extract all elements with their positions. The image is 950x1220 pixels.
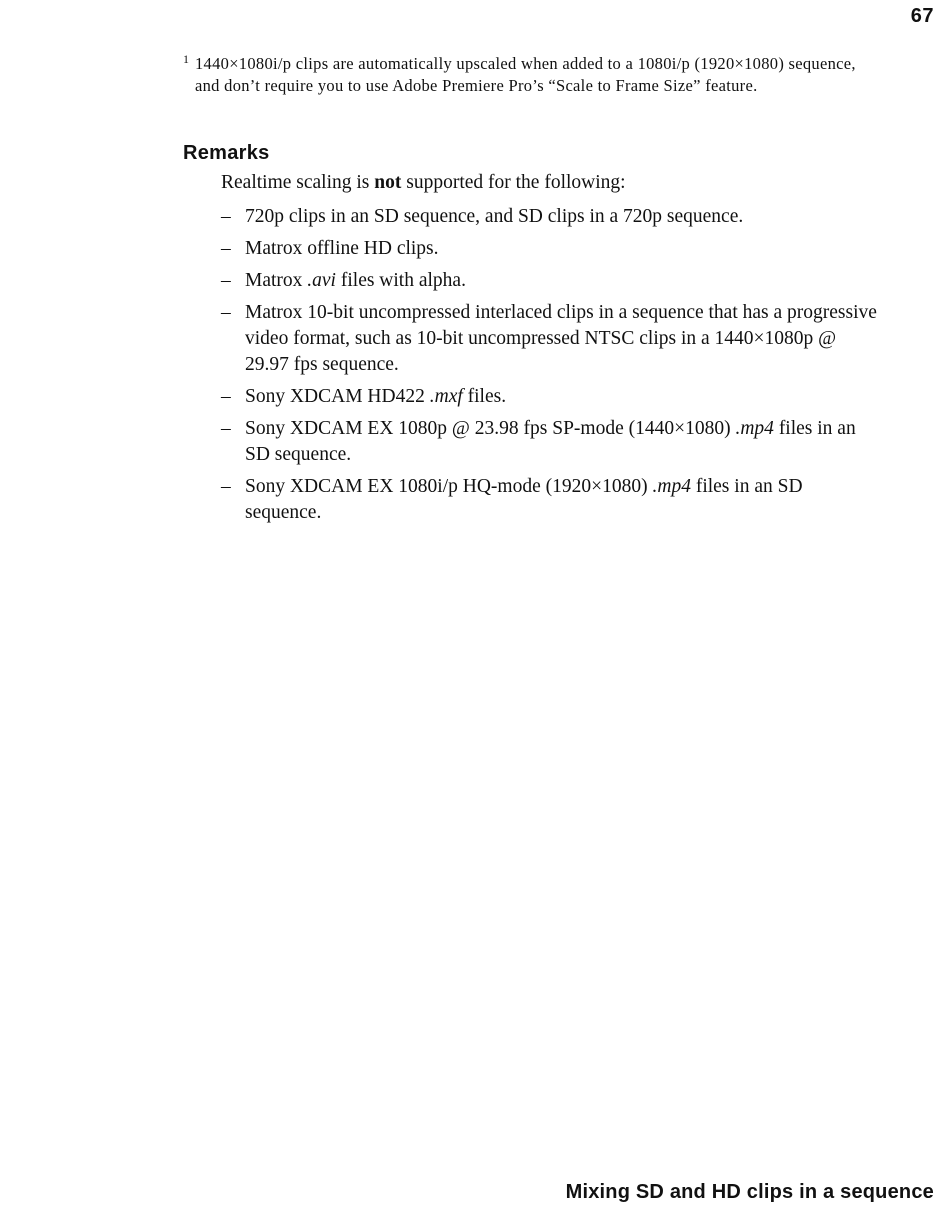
item-text: Matrox offline HD clips. <box>245 238 439 259</box>
dash-bullet: – <box>221 476 231 497</box>
dash-bullet: – <box>221 270 231 291</box>
intro-paragraph <box>221 170 626 196</box>
list-item <box>221 384 881 410</box>
footer-title: Mixing SD and HD clips in a sequence <box>565 1181 934 1203</box>
file-extension: .mp4 <box>735 418 774 439</box>
item-text-rest: files with alpha. <box>335 270 466 291</box>
page-number: 67 <box>910 5 934 27</box>
item-text: Sony XDCAM EX 1080p @ 23.98 fps SP-mode (1440×1080) <box>245 418 736 439</box>
list-item <box>221 474 881 526</box>
intro-text-after: supported for the following: <box>401 172 626 193</box>
footnote <box>183 53 883 96</box>
list-item <box>221 416 881 468</box>
file-extension: .mxf <box>429 386 463 407</box>
intro-emphasis: not <box>374 172 402 193</box>
item-text-rest: files in an SD sequence. <box>245 418 856 465</box>
list-item <box>221 204 881 230</box>
footnote-marker: 1 <box>183 52 190 66</box>
section-title: Remarks <box>183 142 270 164</box>
item-text-rest: files. <box>462 386 507 407</box>
item-text-rest: files in an SD sequence. <box>245 476 803 523</box>
item-text: Matrox <box>245 270 308 291</box>
item-text: Sony XDCAM EX 1080i/p HQ-mode (1920×1080) <box>245 476 653 497</box>
footnote-text: 1440×1080i/p clips are automatically upscaled when added to a 1080i/p (1920×1080) sequence, and don’t require you to use Adobe Premiere Pro’s “Scale to Frame Size” feature. <box>195 54 856 95</box>
item-text: Matrox 10-bit uncompressed interlaced clips in a sequence that has a progressive video format, such as 10-bit uncompressed NTSC clips in a 1440×1080p @ 29.97 fps sequence. <box>245 302 877 375</box>
list-item <box>221 236 881 262</box>
dash-bullet: – <box>221 302 231 323</box>
item-text: 720p clips in an SD sequence, and SD clips in a 720p sequence. <box>245 206 744 227</box>
item-text: Sony XDCAM HD422 <box>245 386 430 407</box>
dash-bullet: – <box>221 206 231 227</box>
intro-text-before: Realtime scaling is <box>221 172 375 193</box>
dash-bullet: – <box>221 418 231 439</box>
file-extension: .avi <box>307 270 336 291</box>
file-extension: .mp4 <box>652 476 691 497</box>
list-item <box>221 268 881 294</box>
dash-bullet: – <box>221 386 231 407</box>
list-item <box>221 300 881 378</box>
remarks-list <box>221 204 881 532</box>
dash-bullet: – <box>221 238 231 259</box>
